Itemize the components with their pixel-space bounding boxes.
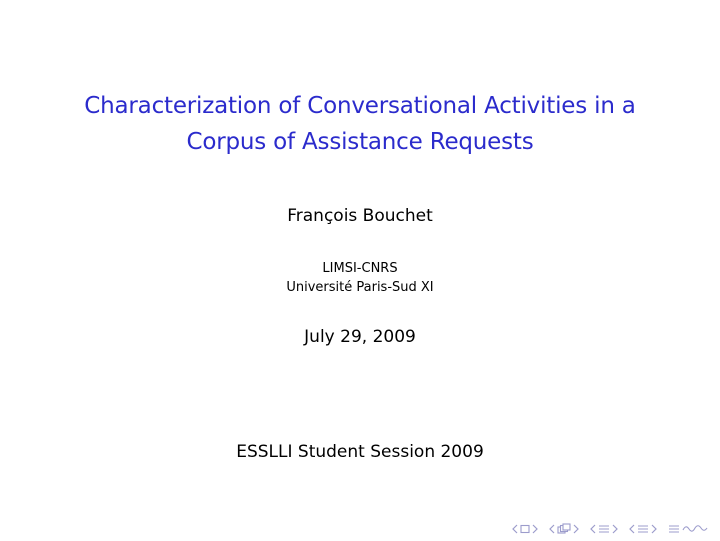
nav-prev-appendix-icon[interactable] <box>629 524 635 534</box>
institute-line-2: Université Paris-Sud XI <box>286 280 434 295</box>
slide-title <box>0 88 720 160</box>
author: François Bouchet <box>287 206 433 226</box>
nav-frame-icon[interactable] <box>520 524 530 534</box>
institute-line-1: LIMSI-CNRS <box>322 261 398 276</box>
beamer-navigation-bar <box>504 521 708 537</box>
frame-nav-group <box>512 524 538 534</box>
nav-toc-icon[interactable] <box>668 524 680 534</box>
institute <box>0 259 720 297</box>
subsection-nav-group <box>549 523 579 535</box>
nav-search-icon[interactable] <box>682 524 708 534</box>
toc-search-group <box>668 524 708 534</box>
nav-next-appendix-icon[interactable] <box>651 524 657 534</box>
title-line-1: Characterization of Conversational Activities in a <box>84 93 636 119</box>
nav-next-section-icon[interactable] <box>612 524 618 534</box>
nav-prev-subsection-icon[interactable] <box>549 524 555 534</box>
nav-prev-frame-icon[interactable] <box>512 524 518 534</box>
nav-section-icon[interactable] <box>598 524 610 534</box>
title-line-2: Corpus of Assistance Requests <box>186 129 534 155</box>
nav-appendix-icon[interactable] <box>637 524 649 534</box>
nav-subsection-icon[interactable] <box>557 523 571 535</box>
appendix-nav-group <box>629 524 657 534</box>
nav-next-frame-icon[interactable] <box>532 524 538 534</box>
section-nav-group <box>590 524 618 534</box>
event-name: ESSLLI Student Session 2009 <box>236 442 484 462</box>
nav-next-subsection-icon[interactable] <box>573 524 579 534</box>
presentation-date: July 29, 2009 <box>304 327 416 347</box>
nav-prev-section-icon[interactable] <box>590 524 596 534</box>
